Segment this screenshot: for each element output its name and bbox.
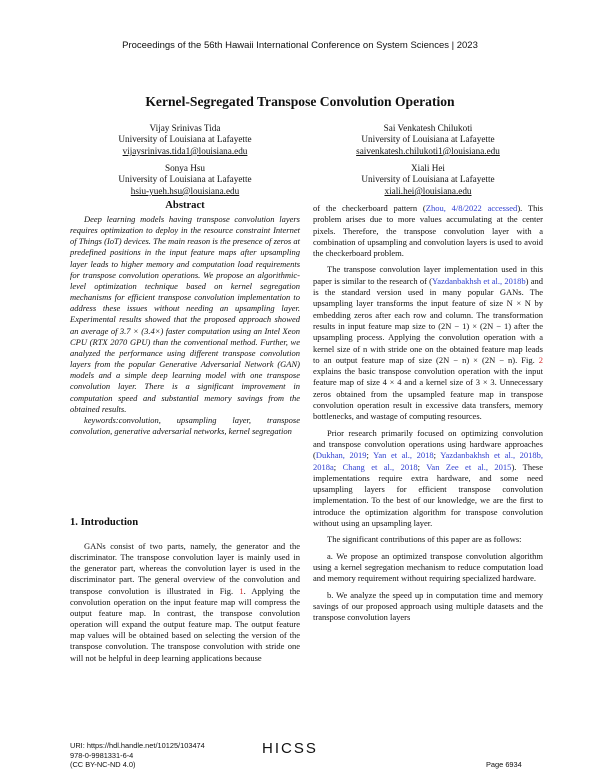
intro-text-a: GANs consist of two parts, namely, the generator and the discriminator. The transpose convolution layer is mainly used in the generator part, whereas the convolution layer is used in the discriminator part. The general overview of the convolution and transpose convolution is illustrated in Fig. xyxy=(70,541,300,596)
author-affiliation: University of Louisiana at Lafayette xyxy=(361,134,495,145)
section-heading-introduction: 1. Introduction xyxy=(70,517,139,528)
paragraph-contributions-intro: The significant contributions of this paper are as follows: xyxy=(327,534,522,545)
text-run: of the checkerboard pattern ( xyxy=(313,203,426,213)
author-name: Sonya Hsu xyxy=(164,163,206,173)
figure-ref-link[interactable]: 1 xyxy=(239,585,244,596)
citation-link[interactable]: Van Zee et al., 2015 xyxy=(426,461,512,472)
paper-title: Kernel-Segregated Transpose Convolution Operation xyxy=(145,94,455,109)
abstract-body xyxy=(70,214,300,437)
author-affiliation: University of Louisiana at Lafayette xyxy=(118,174,252,185)
footer-isbn: 978-0-9981331-6-4 xyxy=(70,750,134,760)
text-run: Prior research primarily focused on optimizing convolution and transpose convolution operations using hardware approaches ( xyxy=(313,427,543,461)
introduction-text xyxy=(70,541,300,664)
text-run: ) and is the standard version used in many popular GANs. The upsampling layer transforms the input feature of size N × N by embedding zeros after each row and column. The transformation results in input feature map size to (2N − 1) × (2N − 1) after the upsampling process. Applying the convolution operation with a kernel size of n with stride one on the obtained feature map leads to an output feature map of size (2N − n) × (2N − n). Fig. xyxy=(313,275,543,365)
author-affiliation: University of Louisiana at Lafayette xyxy=(118,134,252,145)
text-run: ; xyxy=(433,450,441,461)
right-column-text xyxy=(313,203,543,623)
author-name: Vijay Srinivas Tida xyxy=(149,123,221,133)
citation-link[interactable]: Yazdanbakhsh et al., 2018b, 2018a xyxy=(313,450,544,472)
figure-ref-link[interactable]: 2 xyxy=(538,354,544,365)
citation-link[interactable]: Yazdanbakhsh et al., 2018b xyxy=(432,275,526,286)
conference-header: Proceedings of the 56th Hawaii International Conference on System Sciences | 2023 xyxy=(122,40,478,51)
author-email[interactable]: hsiu-yueh.hsu@louisiana.edu xyxy=(130,185,240,196)
author-email[interactable]: saivenkatesh.chilukoti1@louisiana.edu xyxy=(356,145,500,156)
intro-paragraph xyxy=(70,541,300,664)
text-run: ). These implementations require extra hardware, and some need upsampling layers for efficient transpose convolution implementation. To the best of our knowledge, we are the first to introduce the optimization algorithm for transpose convolution without using an upsampling layer. xyxy=(313,461,543,529)
author-email[interactable]: xiali.hei@louisiana.edu xyxy=(384,185,472,196)
text-run: ; xyxy=(333,461,343,472)
author-affiliation: University of Louisiana at Lafayette xyxy=(361,174,495,185)
author-name: Sai Venkatesh Chilukoti xyxy=(383,123,473,133)
author-email[interactable]: vijaysrinivas.tida1@louisiana.edu xyxy=(122,145,248,156)
text-run: explains the basic transpose convolution operation with the input feature map of size 4 × 4 and a kernel size of 3 × 3. Unnecessary zeros obtained from the upsampled feature map in transpose convolution operation result in excessive data transfers, memory bottlenecks, and wastage of computing resources. xyxy=(313,366,543,422)
citation-link[interactable]: Dukhan, 2019 xyxy=(315,450,367,461)
hicss-logo: HICSS xyxy=(262,740,318,757)
contribution-a: a. We propose an optimized transpose convolution algorithm using a kernel segregation mechanism to reduce computation load and memory requirement without requiring specialized hardware. xyxy=(313,550,543,584)
contribution-b: b. We analyze the speed up in computation time and memory savings of our proposed approach using multiple datasets and the transpose convolution layers xyxy=(313,589,543,623)
footer-uri[interactable]: URI: https://hdl.handle.net/10125/103474 xyxy=(70,741,205,750)
author-name: Xiali Hei xyxy=(411,163,445,173)
keywords: keywords:convolution, upsampling layer, transpose convolution, generative adversarial networks, kernel segregation xyxy=(70,414,300,436)
footer-license: (CC BY-NC-ND 4.0) xyxy=(70,760,136,770)
paragraph-prior-research xyxy=(313,428,543,530)
page-number: Page 6934 xyxy=(486,760,522,769)
text-run: ; xyxy=(366,450,374,461)
author-block-1 xyxy=(70,123,300,157)
intro-text-b: . Applying the convolution operation on the input feature map will compress the output feature map. In contrast, the transpose convolution operation will expand the output feature map. The output feature map values will be obtained based on selecting the version of the transpose convolution. The transpose convolution with stride one will not be helpful in deep learning applications because xyxy=(70,585,301,663)
author-block-2 xyxy=(313,123,543,157)
text-run: ; xyxy=(417,461,427,472)
paragraph-implementation xyxy=(313,264,543,422)
footer-metadata xyxy=(70,741,205,770)
author-block-4 xyxy=(313,163,543,197)
citation-link[interactable]: Chang et al., 2018 xyxy=(342,461,418,472)
abstract-text: Deep learning models having transpose convolution layers requires optimization to deploy in the resource constraint Internet of Things (IoT) devices. The main reason is the presence of zeros at predefined positions in the input feature maps after upsampling layer leads to higher memory and computation load requirements for transpose convolution operations. We propose an algorithmic-level optimization technique based on kernel segregation mechanisms for efficient transpose convolution implementation to address these issues without needing an upsampling layer. Experimental results showed that the proposed approach showed an average of 3.7 × (3.4×) faster computation using an Intel Xeon CPU (RTX 2070 GPU) than the conventional method. Further, we analyzed the performance using different transpose convolution layers from the popular Generative Adversarial Network (GAN) models and a simple deep learning model with one transpose convolution layer. There is a significant improvement in computation speed and substantial memory savings from the obtained results. xyxy=(70,214,300,414)
citation-link[interactable]: Yan et al., 2018 xyxy=(373,450,434,461)
paragraph-checkerboard xyxy=(313,203,543,259)
abstract-heading: Abstract xyxy=(165,200,205,211)
author-block-3 xyxy=(70,163,300,197)
citation-link[interactable]: Zhou, 4/8/2022 accessed xyxy=(425,203,518,213)
text-run: The transpose convolution layer implementation used in this paper is similar to the research of ( xyxy=(313,264,543,286)
text-run: ). This problem arises due to more values accumulating at the center pixels. Therefore, the transpose convolution layer with a combination of upsampling and convolution layers is used to avoid the checkerboard problem. xyxy=(313,203,543,259)
